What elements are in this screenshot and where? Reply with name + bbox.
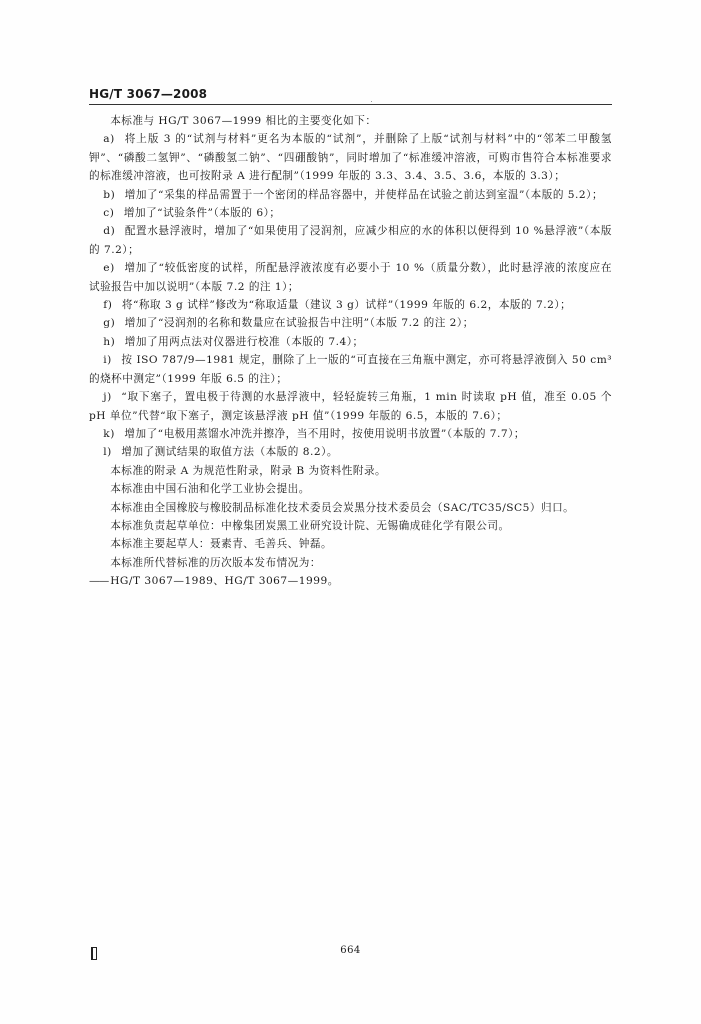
change-list-item	[89, 204, 612, 222]
list-item-label: f)	[103, 299, 113, 312]
foreword-body	[89, 112, 612, 591]
change-list-item	[89, 130, 612, 185]
list-item-label: a)	[103, 133, 115, 146]
list-item-text: 将“称取 3 g 试样”修改为“称取适量（建议 3 g）试样”（1999 年版的 6.2，本版的 7.2）；	[121, 299, 572, 312]
list-item-label: b)	[103, 188, 116, 201]
list-item-text: “取下塞子，置电极于待测的水悬浮液中，轻轻旋转三角瓶，1 min 时读取 pH 值，准至 0.05 个 pH 单位”代替“取下塞子，测定该悬浮液 pH 值”（1999 年版的 6.5，本版的 7.6）；	[89, 391, 612, 422]
closing-paragraph: 本标准由中国石油和化学工业协会提出。	[110, 483, 310, 496]
scan-speck	[371, 101, 372, 102]
foreword-intro: 本标准与 HG/T 3067—1999 相比的主要变化如下：	[110, 115, 377, 127]
list-item-label: l)	[103, 446, 112, 459]
list-item-text: 增加了“电极用蒸馏水冲洗并擦净，当不用时，按使用说明书放置”（本版的 7.7）；	[124, 427, 526, 440]
history-line: —— HG/T 3067—1989、HG/T 3067—1999。	[89, 572, 612, 590]
change-list-item	[89, 443, 612, 461]
list-item-text: 增加了“较低密度的试样，所配悬浮液浓度有必要小于 10 %（质量分数），此时悬浮液的浓度应在试验报告中加以说明”（本版 7.2 的注 1）；	[89, 262, 612, 293]
standard-number-header: HG/T 3067—2008	[89, 87, 208, 101]
header-rule	[89, 104, 612, 105]
change-list-item	[89, 296, 612, 314]
list-item-text: 增加了用两点法对仪器进行校准（本版的 7.4）；	[124, 335, 364, 348]
change-list-item	[89, 388, 612, 425]
list-item-label: c)	[103, 207, 115, 220]
change-list-item	[89, 186, 612, 204]
change-list-item	[89, 351, 612, 388]
change-list-item	[89, 259, 612, 296]
change-list-item	[89, 425, 612, 443]
list-item-label: d)	[103, 225, 116, 238]
closing-paragraph: 本标准所代替标准的历次版本发布情况为：	[110, 556, 321, 569]
change-list-item	[89, 314, 612, 332]
list-item-text: 配置水悬浮液时，增加了“如果使用了浸润剂，应减少相应的水的体积以便得到 10 %悬浮液”（本版的 7.2）；	[89, 225, 612, 256]
list-item-label: h)	[103, 335, 116, 348]
list-item-label: g)	[103, 317, 116, 330]
list-item-text: 增加了“采集的样品需置于一个密闭的样品容器中，并使样品在试验之前达到室温”（本版的 5.2）；	[124, 188, 604, 201]
change-list	[89, 130, 612, 461]
list-item-label: j)	[103, 391, 112, 404]
list-item-label: e)	[103, 262, 115, 275]
closing-paragraphs	[89, 462, 612, 572]
list-item-text: 增加了“试验条件”（本版的 6）；	[123, 207, 281, 220]
closing-paragraph: 本标准由全国橡胶与橡胶制品标准化技术委员会炭黑分技术委员会（SAC/TC35/SC5）归口。	[110, 501, 575, 514]
list-item-text: 将上版 3 的“试剂与材料”更名为本版的“试剂”，并删除了上版“试剂与材料”中的“邻苯二甲酸氢钾”、“磷酸二氢钾”、“磷酸氢二钠”、“四硼酸钠”，同时增加了“标准缓冲溶液，可购市售符合本标准要求的标准缓冲溶液，也可按附录 A 进行配制”（1999 年版的 3.3、3.4、3.5、3.6，本版的 3.3）；	[89, 133, 612, 183]
closing-paragraph: 本标准主要起草人：聂素青、毛善兵、钟磊。	[110, 538, 333, 551]
change-list-item	[89, 333, 612, 351]
closing-paragraph: 本标准负责起草单位：中橡集团炭黑工业研究设计院、无锡确成硅化学有限公司。	[110, 519, 510, 532]
closing-paragraph: 本标准的附录 A 为规范性附录，附录 B 为资料性附录。	[110, 464, 387, 477]
list-item-text: 按 ISO 787/9—1981 规定，删除了上一版的“可直接在三角瓶中测定，亦可将悬浮液倒入 50 cm³ 的烧杯中测定”（1999 年版 6.5 的注）；	[89, 354, 612, 385]
list-item-label: i)	[103, 354, 112, 367]
list-item-label: k)	[103, 427, 115, 440]
page-code: 664	[340, 945, 361, 956]
list-item-text: 增加了测试结果的取值方法（本版的 8.2）。	[121, 446, 338, 459]
list-item-text: 增加了“浸润剂的名称和数量应在试验报告中注明”（本版 7.2 的注 2）；	[124, 317, 474, 330]
change-list-item	[89, 222, 612, 259]
